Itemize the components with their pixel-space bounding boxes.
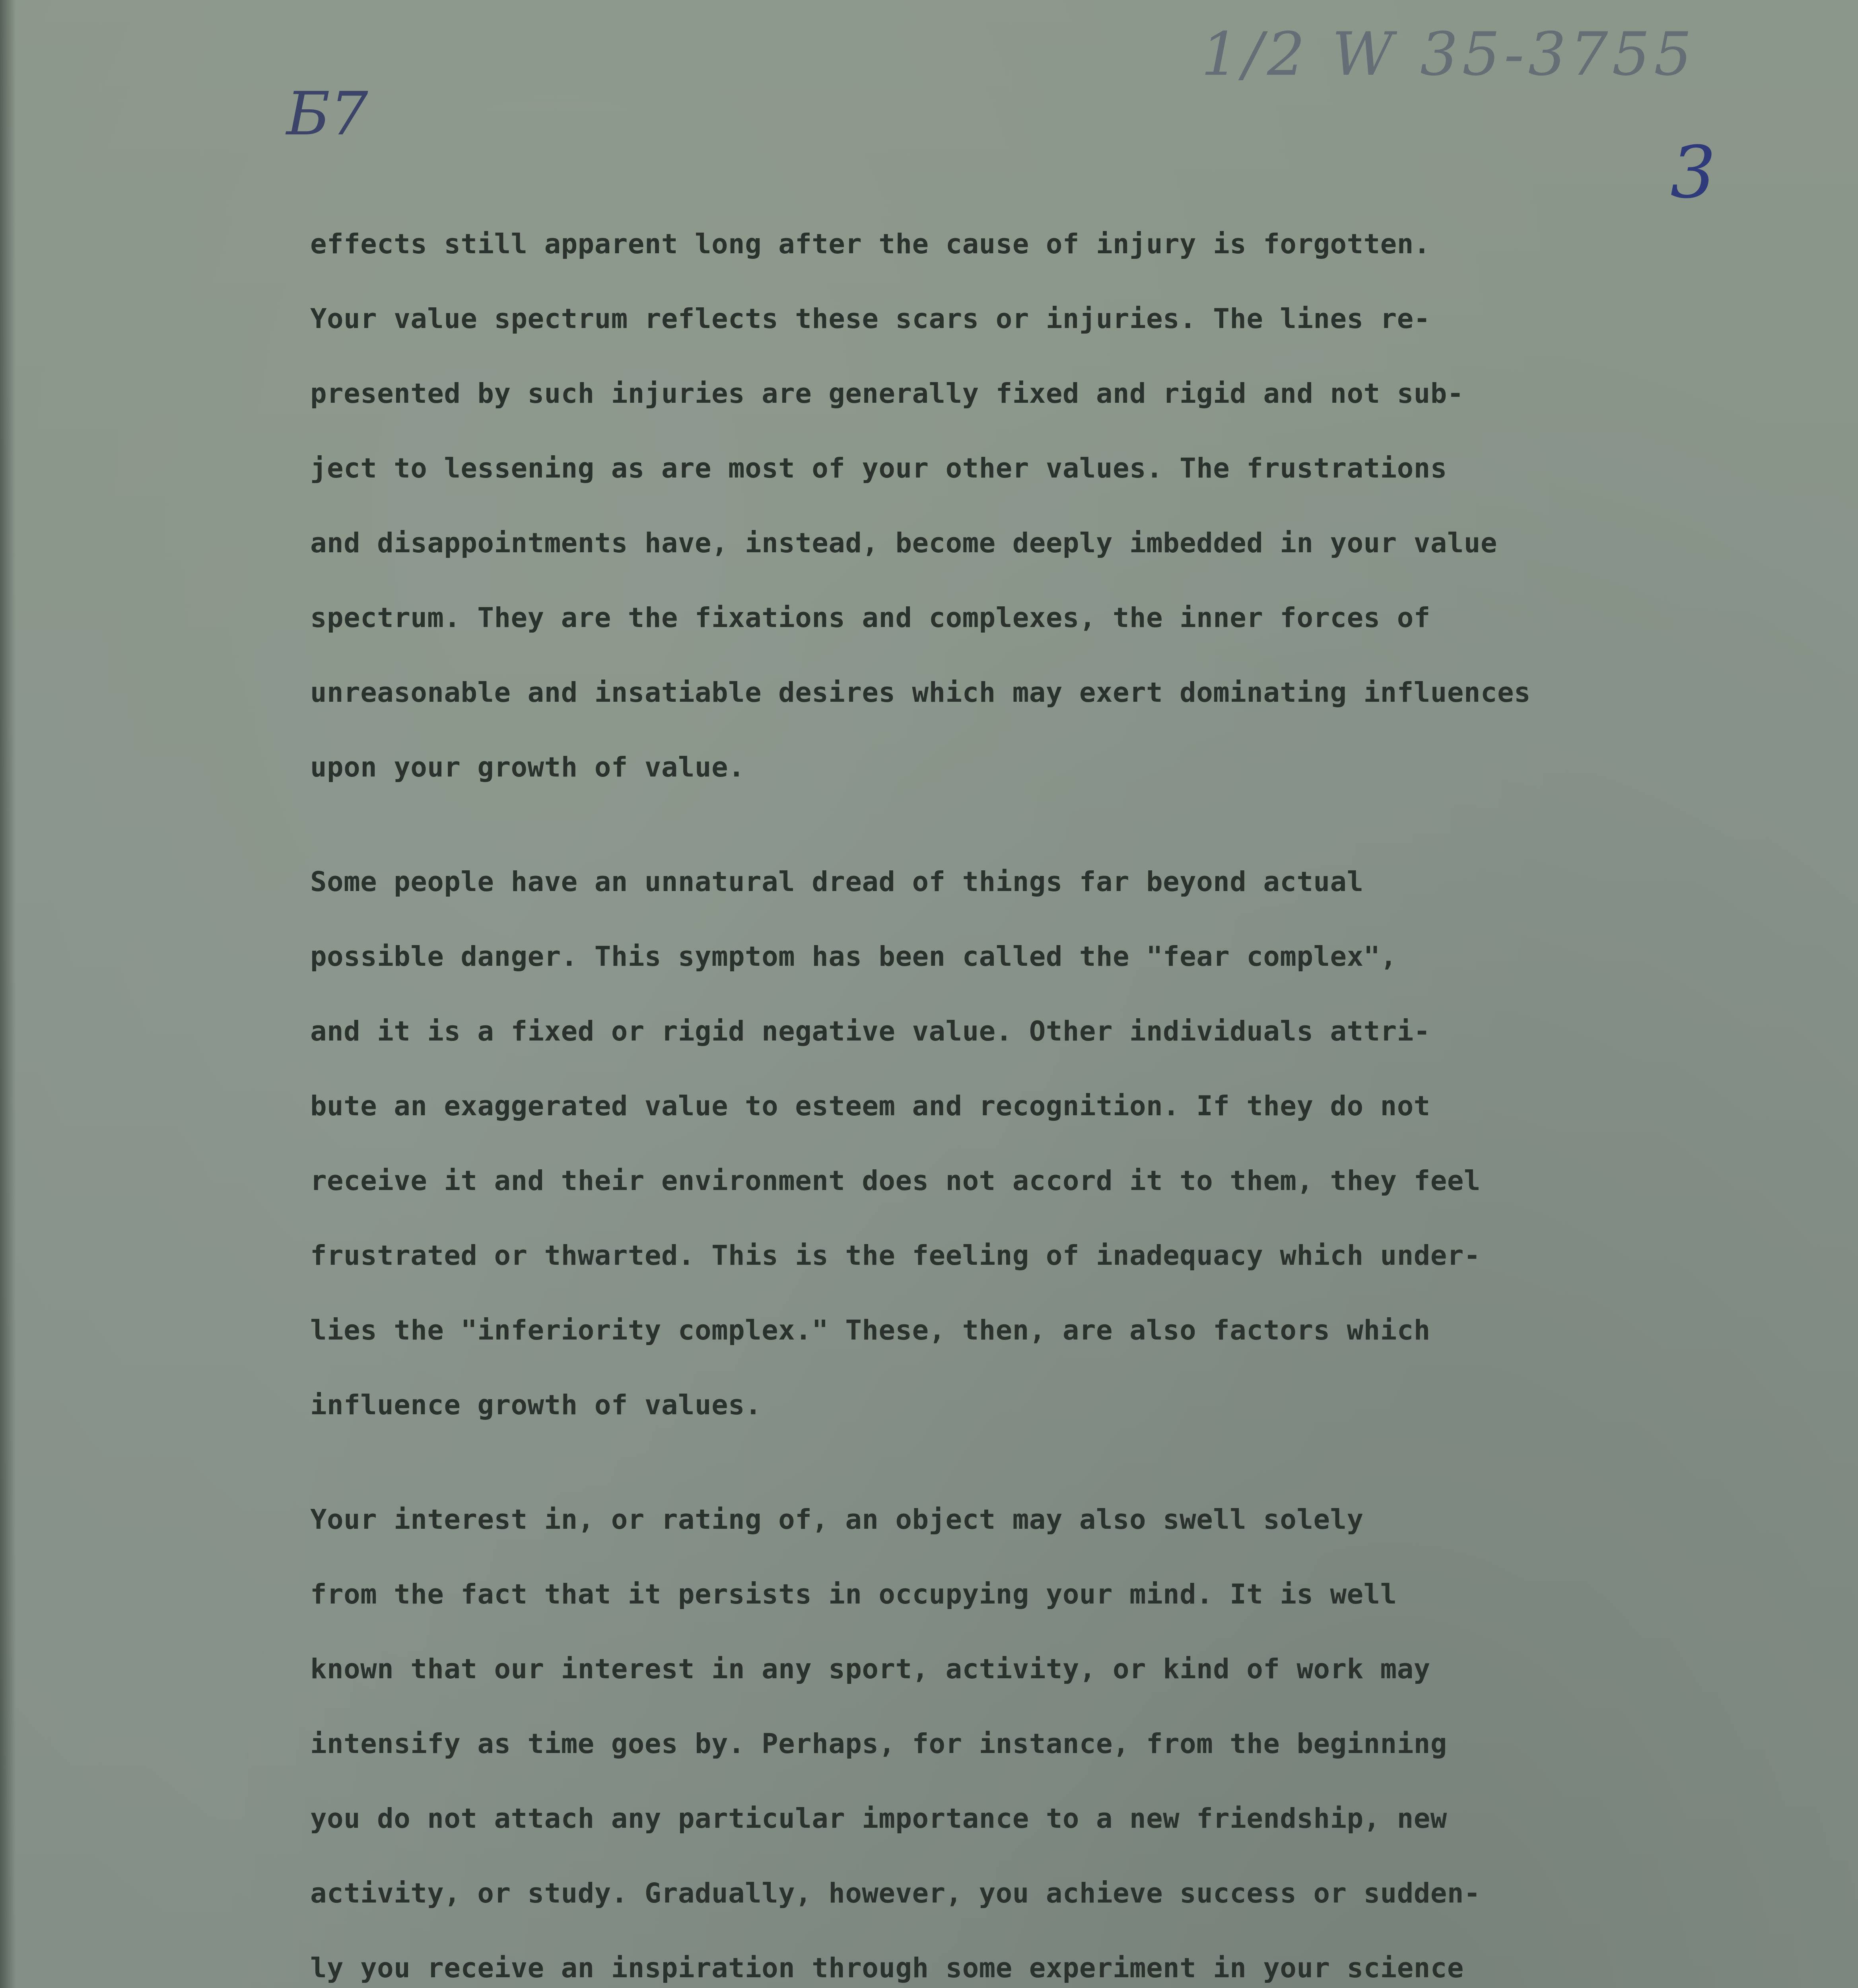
- paragraph-gap: [310, 805, 1710, 845]
- text-line: Your interest in, or rating of, an object may also swell solely: [310, 1504, 1364, 1536]
- text-line: lies the "inferiority complex." These, then, are also factors which: [310, 1314, 1430, 1346]
- paragraph-gap: [310, 1442, 1710, 1482]
- text-line: Some people have an unnatural dread of things far beyond actual: [310, 866, 1364, 898]
- text-line: possible danger. This symptom has been called the "fear complex",: [310, 941, 1397, 973]
- paragraph: [310, 845, 1710, 1442]
- paragraph: [310, 207, 1710, 805]
- text-line: bute an exaggerated value to esteem and recognition. If they do not: [310, 1090, 1430, 1122]
- paragraph: [310, 1482, 1710, 1988]
- text-line: upon your growth of value.: [310, 751, 745, 783]
- text-line: known that our interest in any sport, activity, or kind of work may: [310, 1653, 1430, 1685]
- text-line: influence growth of values.: [310, 1389, 762, 1421]
- text-line: presented by such injuries are generally fixed and rigid and not sub-: [310, 378, 1464, 410]
- text-line: and it is a fixed or rigid negative value. Other individuals attri-: [310, 1015, 1430, 1047]
- text-line: and disappointments have, instead, become deeply imbedded in your value: [310, 527, 1497, 559]
- handwritten-archive-number: 1/2 W 35-3755: [1201, 20, 1696, 89]
- text-line: effects still apparent long after the cause of injury is forgotten.: [310, 228, 1430, 260]
- text-line: spectrum. They are the fixations and complexes, the inner forces of: [310, 602, 1430, 634]
- text-line: ly you receive an inspiration through some experiment in your science: [310, 1952, 1464, 1984]
- text-line: from the fact that it persists in occupying your mind. It is well: [310, 1578, 1397, 1610]
- text-line: frustrated or thwarted. This is the feeling of inadequacy which under-: [310, 1240, 1481, 1272]
- text-line: unreasonable and insatiable desires which may exert dominating influences: [310, 677, 1531, 709]
- handwritten-page-number: 3: [1670, 131, 1716, 214]
- text-line: receive it and their environment does not accord it to them, they feel: [310, 1165, 1481, 1197]
- text-line: intensify as time goes by. Perhaps, for instance, from the beginning: [310, 1728, 1447, 1760]
- typescript-body: [310, 207, 1710, 1988]
- text-line: Your value spectrum reflects these scars or injuries. The lines re-: [310, 303, 1430, 335]
- paper-edge-shadow-left: [0, 0, 16, 1988]
- text-line: ject to lessening as are most of your other values. The frustrations: [310, 452, 1447, 484]
- text-line: activity, or study. Gradually, however, you achieve success or sudden-: [310, 1877, 1481, 1909]
- handwritten-left-mark: Б7: [286, 80, 368, 149]
- text-line: you do not attach any particular importance to a new friendship, new: [310, 1803, 1447, 1835]
